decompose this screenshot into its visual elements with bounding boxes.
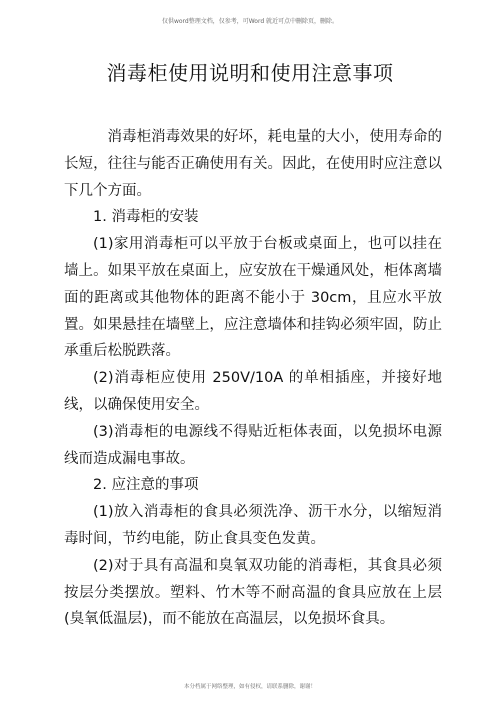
footer-note: 本分档属于网络整理，如有侵权，请联系删除，谢谢！ <box>183 684 316 690</box>
installation-item-3: (3)消毒柜的电源线不得贴近柜体表面，以免损坏电源线而造成漏电事故。 <box>64 423 442 467</box>
header-note: 仅供word整理文档，仅参考，可Word 就近可点中删除页，删除。 <box>161 18 339 25</box>
document-title: 消毒柜使用说明和使用注意事项 <box>106 61 394 86</box>
precaution-item-2: (2)对于具有高温和臭氧双功能的消毒柜，其食具必须按层分类摆放。塑料、竹木等不耐高温的食具应放在上层(臭氧低温层)，而不能放在高温层，以免损坏食具。 <box>64 557 442 628</box>
document-body <box>64 124 442 633</box>
installation-item-2: (2)消毒柜应使用 250V/10A 的单相插座，并接好地线，以确保使用安全。 <box>64 370 442 413</box>
intro-paragraph: 消毒柜消毒效果的好坏，耗电量的大小，使用寿命的长短，往往与能否正确使用有关。因此，在使用时应注意以下几个方面。 <box>64 129 442 199</box>
section-heading-installation: 1. 消毒柜的安装 <box>93 209 199 226</box>
section-heading-precautions: 2. 应注意的事项 <box>93 477 199 494</box>
installation-item-1: (1)家用消毒柜可以平放于台板或桌面上，也可以挂在墙上。如果平放在桌面上，应安放在干燥通风处，柜体离墙面的距离或其他物体的距离不能小于 30cm，且应水平放置。如果悬挂在墙壁上，应注意墙体和挂钩必须牢固，防止承重后松脱跌落。 <box>64 236 442 360</box>
precaution-item-1: (1)放入消毒柜的食具必须洗净、沥干水分，以缩短消毒时间，节约电能，防止食具变色发黄。 <box>64 504 442 547</box>
